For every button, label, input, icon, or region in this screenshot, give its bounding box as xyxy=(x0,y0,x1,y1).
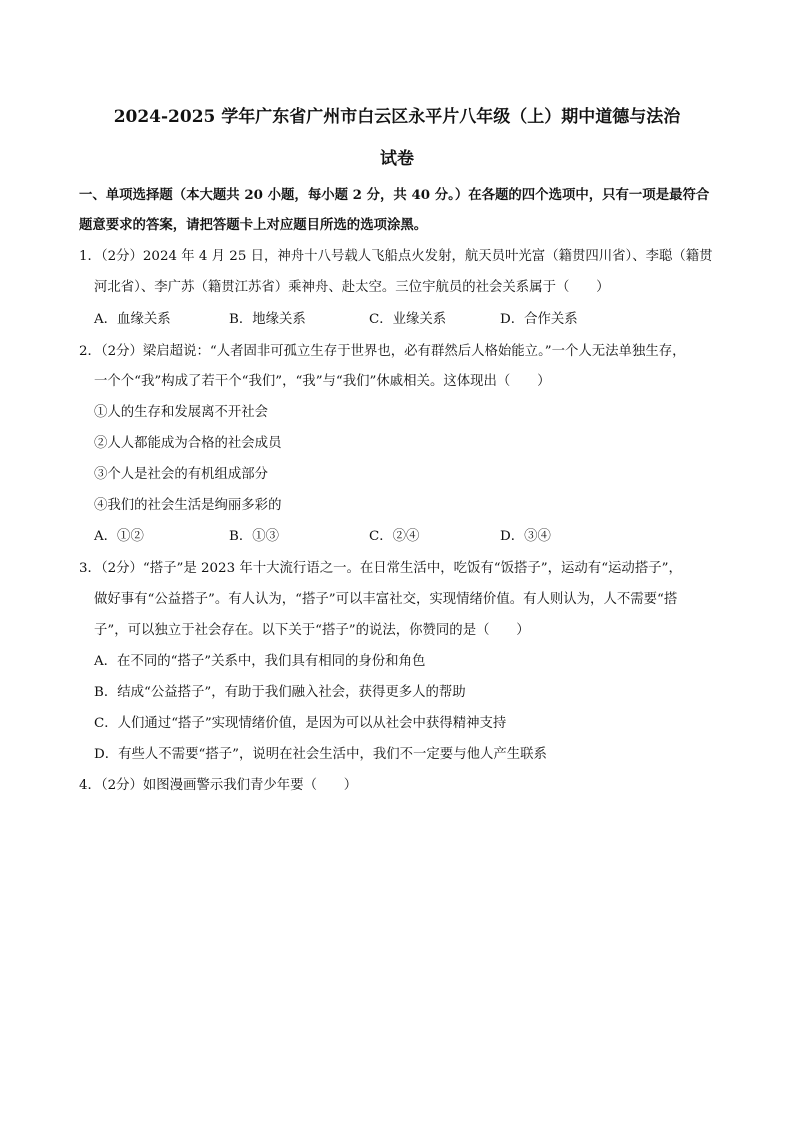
question-2-statement-4: ④我们的社会生活是绚丽多彩的 xyxy=(94,498,282,513)
question-1-stem-line-1: 1．（2分）2024 年 4 月 25 日，神舟十八号载人飞船点火发射，航天员叶光富（籍贯四川省）、李聪（籍贯 xyxy=(79,249,713,264)
exam-title-line-1: 2024-2025 学年广东省广州市白云区永平片八年级（上）期中道德与法治 xyxy=(113,107,681,127)
question-2-statement-2: ②人人都能成为合格的社会成员 xyxy=(94,436,282,451)
question-3-option-b: B．结成“公益搭子”，有助于我们融入社会，获得更多人的帮助 xyxy=(94,685,466,700)
question-2-statement-1: ①人的生存和发展离不开社会 xyxy=(94,405,269,420)
question-1-option-b: B．地缘关系 xyxy=(229,312,306,327)
question-2-option-b: B．①③ xyxy=(229,529,280,544)
question-3-stem-line-2: 做好事有“公益搭子”。有人认为，“搭子”可以丰富社交，实现情绪价值。有人则认为，人不需要“搭 xyxy=(94,592,678,607)
question-3-stem-line-1: 3．（2分）“搭子”是 2023 年十大流行语之一。在日常生活中，吃饭有“饭搭子”，运动有“运动搭子”， xyxy=(79,561,682,576)
question-3-option-c: C．人们通过“搭子”实现情绪价值，是因为可以从社会中获得精神支持 xyxy=(94,716,507,731)
question-2-stem-line-2: 一个个“我”构成了若干个“我们”，“我”与“我们”休戚相关。这体现出（ ） xyxy=(94,374,551,389)
exam-title-line-2: 试卷 xyxy=(380,149,414,169)
question-1-option-d: D．合作关系 xyxy=(500,312,578,327)
question-1-stem-line-2: 河北省）、李广苏（籍贯江苏省）乘神舟、赴太空。三位宇航员的社会关系属于（ ） xyxy=(94,280,610,295)
section-instruction-line-2: 题意要求的答案，请把答题卡上对应题目所选的选项涂黑。 xyxy=(79,217,428,233)
question-2-statement-3: ③个人是社会的有机组成部分 xyxy=(94,467,269,482)
question-2-stem-line-1: 2．（2分）梁启超说：“人者固非可孤立生存于世界也，必有群然后人格始能立。”一个人无法单独生存， xyxy=(79,344,686,359)
question-1-option-a: A．血缘关系 xyxy=(94,312,171,327)
question-2-option-a: A．①② xyxy=(94,529,144,544)
question-1-option-c: C．业缘关系 xyxy=(369,312,447,327)
question-4-stem-line-1: 4．（2分）如图漫画警示我们青少年要（ ） xyxy=(79,778,358,793)
question-2-option-d: D．③④ xyxy=(500,529,551,544)
section-instruction-line-1: 一、单项选择题（本大题共 20 小题，每小题 2 分，共 40 分。）在各题的四个选项中，只有一项是最符合 xyxy=(79,187,710,203)
question-2-option-c: C．②④ xyxy=(369,529,420,544)
question-3-option-d: D．有些人不需要“搭子”，说明在社会生活中，我们不一定要与他人产生联系 xyxy=(94,747,547,762)
question-3-option-a: A．在不同的“搭子”关系中，我们具有相同的身份和角色 xyxy=(94,654,426,669)
question-3-stem-line-3: 子”，可以独立于社会存在。以下关于“搭子”的说法，你赞同的是（ ） xyxy=(94,623,530,638)
